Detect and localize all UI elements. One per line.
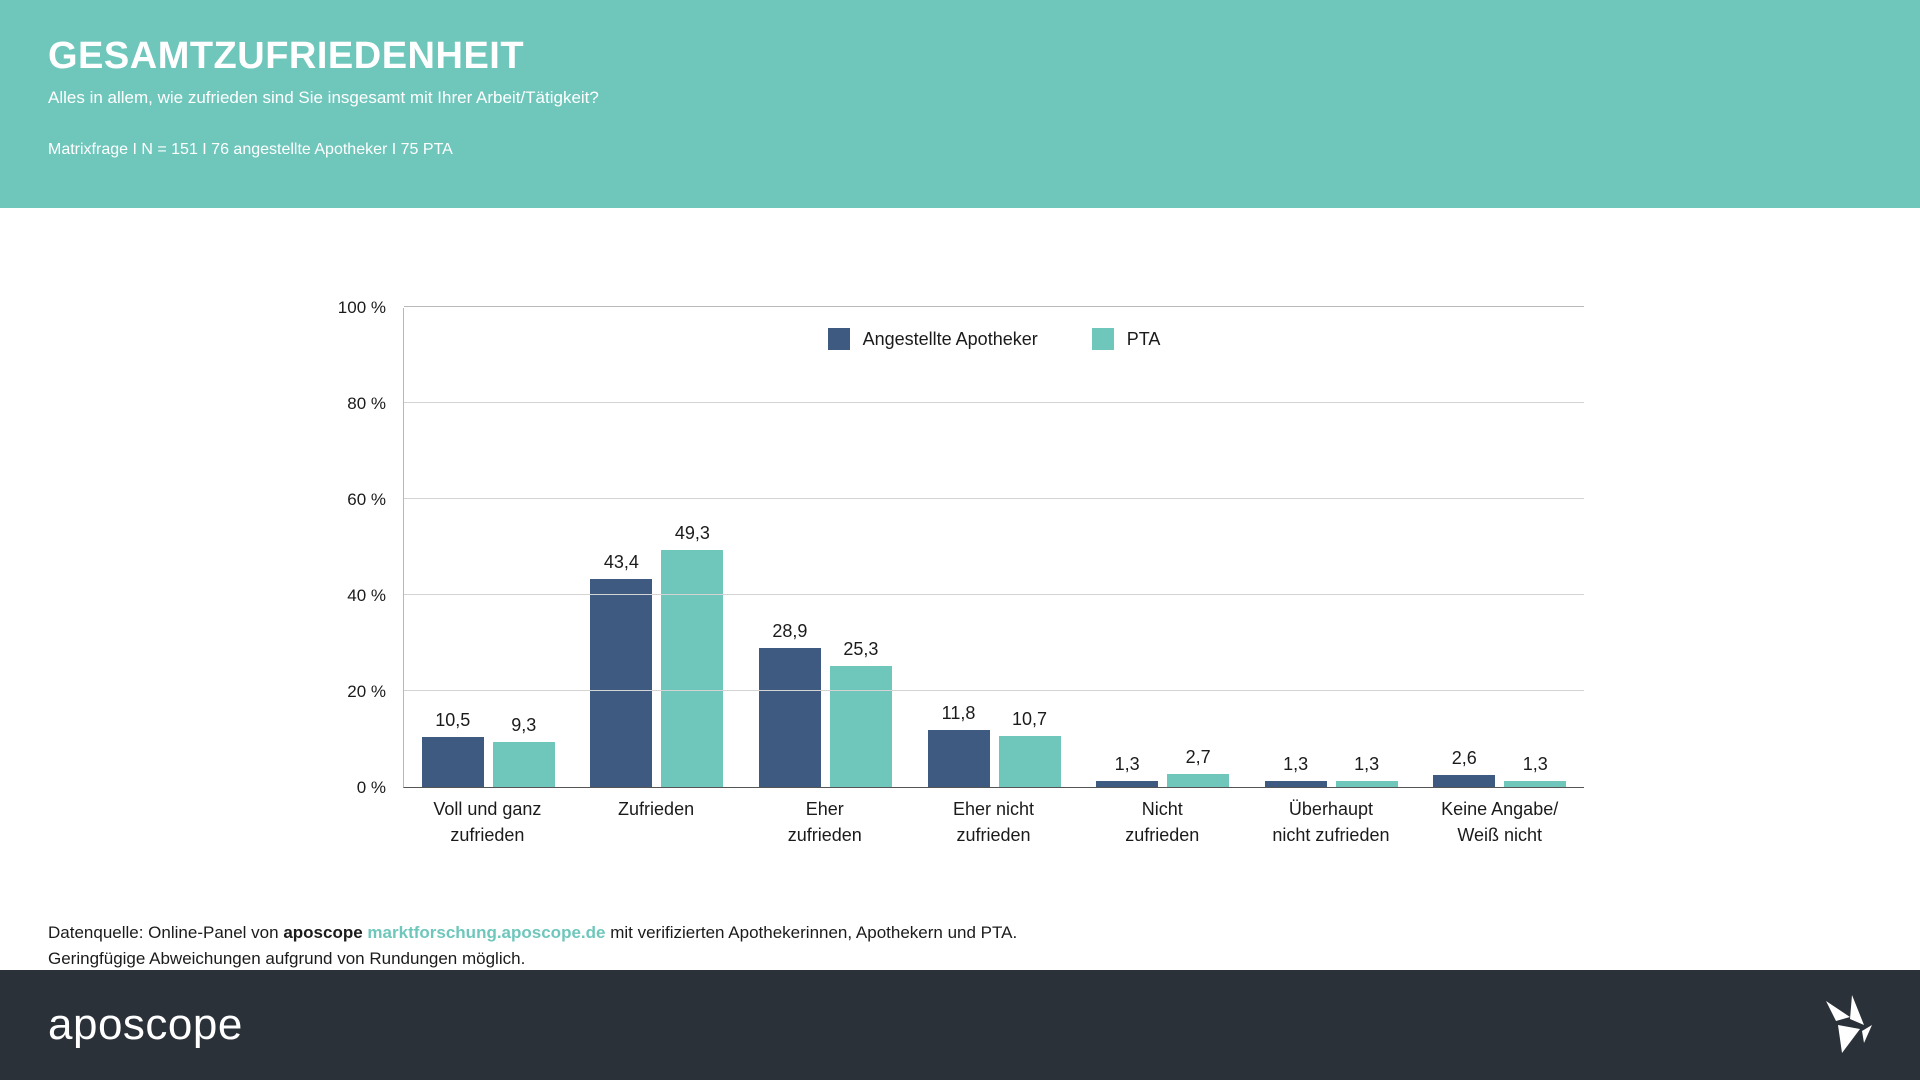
bar-group bbox=[1415, 308, 1584, 787]
gridline bbox=[404, 498, 1584, 499]
x-axis-tick-line: zufrieden bbox=[956, 825, 1031, 846]
bar[interactable] bbox=[1096, 753, 1158, 787]
bar[interactable] bbox=[661, 523, 723, 787]
bar[interactable] bbox=[1167, 747, 1229, 787]
x-axis-tick-line: Keine Angabe/ bbox=[1441, 799, 1559, 819]
y-axis-tick: 0 % bbox=[356, 778, 386, 797]
bar-value-label: 2,7 bbox=[1185, 747, 1211, 768]
bar-value-label: 9,3 bbox=[511, 715, 537, 736]
bar[interactable] bbox=[422, 709, 484, 787]
source-line-1 bbox=[48, 920, 1648, 946]
legend-label: PTA bbox=[1126, 328, 1161, 349]
y-axis-tick: 100 % bbox=[337, 298, 386, 317]
x-axis-tick bbox=[740, 796, 909, 848]
bar[interactable] bbox=[1433, 747, 1495, 787]
footer-logo: aposcope bbox=[48, 1000, 243, 1049]
source-suffix: mit verifizierten Apothekerinnen, Apothekern und PTA. bbox=[605, 923, 1018, 942]
x-axis-tick-line: Eher nicht bbox=[952, 799, 1035, 819]
source-line-2: Geringfügige Abweichungen aufgrund von Rundungen möglich. bbox=[48, 949, 526, 969]
bar-value-label: 1,3 bbox=[1354, 753, 1380, 774]
x-axis-tick-line: Nicht bbox=[1141, 799, 1183, 819]
page-title: GESAMTZUFRIEDENHEIT bbox=[48, 35, 525, 77]
bar-value-label: 28,9 bbox=[772, 621, 808, 642]
x-axis-tick-line: zufrieden bbox=[1125, 825, 1200, 846]
bar-value-label: 11,8 bbox=[941, 703, 976, 724]
bar[interactable] bbox=[999, 708, 1061, 787]
x-axis-tick bbox=[572, 796, 741, 848]
x-axis-tick bbox=[403, 796, 572, 848]
legend-label: Angestellte Apotheker bbox=[862, 328, 1038, 349]
x-axis-tick-line: Voll und ganz bbox=[433, 799, 542, 819]
gridline bbox=[404, 402, 1584, 403]
bar[interactable] bbox=[590, 551, 652, 787]
bar-value-label: 1,3 bbox=[1114, 753, 1140, 774]
bar[interactable] bbox=[493, 715, 555, 787]
bar[interactable] bbox=[1265, 753, 1327, 787]
source-brand: aposcope bbox=[283, 923, 363, 942]
bar[interactable] bbox=[1504, 753, 1566, 787]
bar-group bbox=[573, 308, 742, 787]
x-axis-labels bbox=[403, 796, 1584, 848]
bar-value-label: 49,3 bbox=[674, 523, 710, 544]
gridline bbox=[404, 594, 1584, 595]
header-banner bbox=[0, 0, 1920, 208]
bar[interactable] bbox=[759, 621, 821, 787]
y-axis-tick: 60 % bbox=[347, 490, 386, 509]
bar[interactable] bbox=[830, 638, 892, 787]
x-axis-tick bbox=[1415, 796, 1584, 848]
bar-value-label: 10,5 bbox=[435, 709, 471, 730]
bar[interactable] bbox=[928, 703, 990, 787]
bar-value-label: 2,6 bbox=[1451, 747, 1477, 768]
bar[interactable] bbox=[1336, 753, 1398, 787]
survey-meta: Matrixfrage I N = 151 I 76 angestellte Apotheker I 75 PTA bbox=[48, 140, 453, 158]
x-axis-tick-line: Zufrieden bbox=[618, 799, 695, 819]
data-source-note bbox=[48, 920, 1648, 973]
chart-container bbox=[0, 208, 1920, 908]
bar-group bbox=[1247, 308, 1416, 787]
x-axis-tick bbox=[909, 796, 1078, 848]
gridline bbox=[404, 690, 1584, 691]
bar-group bbox=[910, 308, 1079, 787]
x-axis-tick bbox=[1078, 796, 1247, 848]
bar-group bbox=[741, 308, 910, 787]
gridline bbox=[404, 306, 1584, 307]
source-prefix: Datenquelle: Online-Panel von bbox=[48, 923, 284, 942]
source-link[interactable]: marktforschung.aposcope.de bbox=[367, 923, 606, 942]
page-subtitle: Alles in allem, wie zufrieden sind Sie insgesamt mit Ihrer Arbeit/Tätigkeit? bbox=[48, 87, 599, 107]
x-axis-tick-line: Eher bbox=[805, 799, 844, 819]
bar-value-label: 1,3 bbox=[1283, 753, 1309, 774]
x-axis-tick-line: nicht zufrieden bbox=[1272, 825, 1390, 846]
bar-value-label: 10,7 bbox=[1011, 708, 1048, 729]
bar-group bbox=[1078, 308, 1247, 787]
y-axis-tick: 20 % bbox=[347, 682, 386, 701]
bar-value-label: 25,3 bbox=[843, 638, 879, 659]
x-axis-tick-line: Überhaupt bbox=[1288, 799, 1373, 819]
bar-group bbox=[404, 308, 573, 787]
x-axis-tick-line: zufrieden bbox=[450, 825, 525, 846]
bar-groups bbox=[404, 308, 1584, 787]
y-axis-tick: 40 % bbox=[347, 586, 386, 605]
x-axis-tick-line: zufrieden bbox=[787, 825, 862, 846]
x-axis-tick bbox=[1247, 796, 1416, 848]
origami-bird-icon bbox=[1820, 995, 1872, 1055]
footer-bar bbox=[0, 970, 1920, 1080]
y-axis-tick: 80 % bbox=[347, 394, 386, 413]
x-axis-tick-line: Weiß nicht bbox=[1457, 825, 1543, 846]
plot-area bbox=[403, 308, 1584, 788]
bar-value-label: 43,4 bbox=[603, 551, 639, 572]
bar-value-label: 1,3 bbox=[1522, 753, 1548, 774]
